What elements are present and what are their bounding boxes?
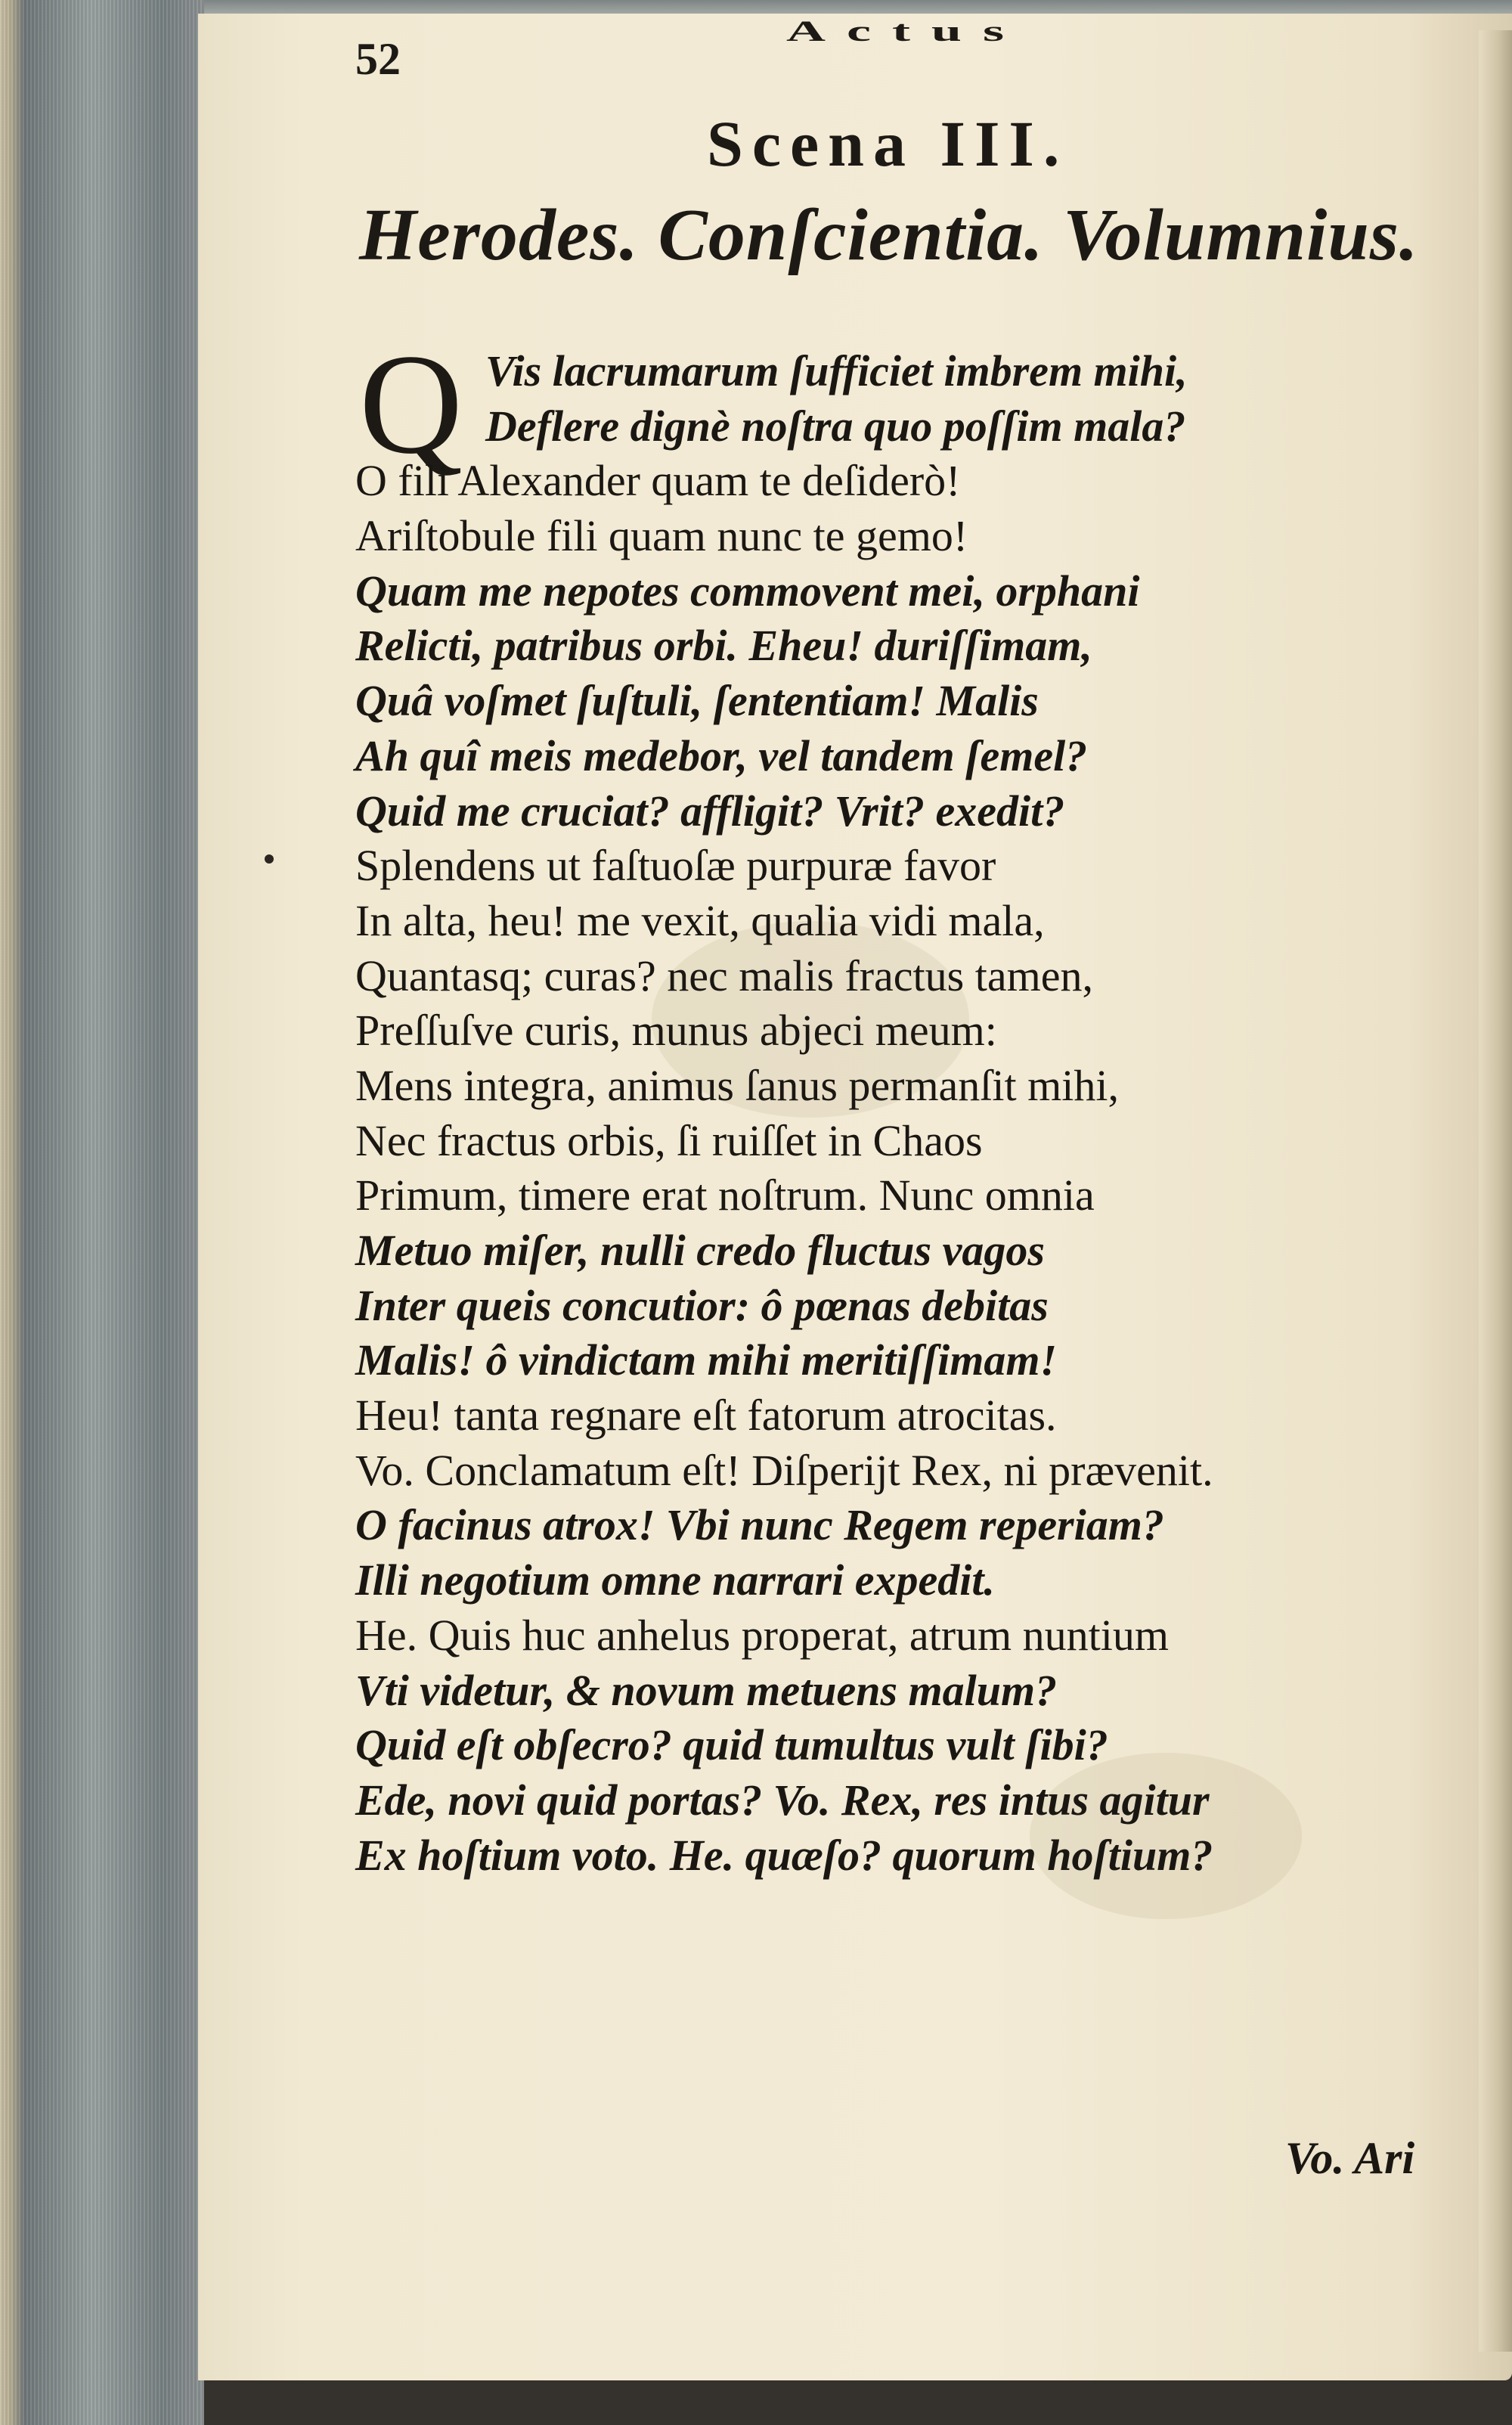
verse-line: Quâ voſmet ſuſtuli, ſententiam! Malis bbox=[355, 676, 1039, 726]
verse-line: Ah quî meis medebor, vel tandem ſemel? bbox=[355, 730, 1088, 780]
verse-line: Illi negotium omne narrari expedit. bbox=[355, 1555, 995, 1605]
verse-line: Ex hoſtium voto. He. quæſo? quorum hoſtium? bbox=[355, 1830, 1213, 1880]
verse-line: Vis lacrumarum ſufficiet imbrem mihi, bbox=[485, 346, 1188, 395]
verse-line: Inter queis concutior: ô pœnas debitas bbox=[355, 1280, 1049, 1330]
verse-text bbox=[355, 344, 1444, 1883]
verse-line: Preſſuſve curis, munus abjeci meum: bbox=[355, 1006, 997, 1056]
catchword: Vo. Ari bbox=[1285, 2133, 1415, 2183]
verse-line: Malis! ô vindictam mihi meritiſſimam! bbox=[355, 1335, 1058, 1385]
page-header bbox=[0, 14, 1512, 84]
verse-line: Metuo miſer, nulli credo fluctus vagos bbox=[355, 1226, 1045, 1275]
character-list: Herodes. Conſcientia. Volumnius. bbox=[359, 194, 1419, 276]
verse-line: Deflere dignè noſtra quo poſſim mala? bbox=[485, 401, 1186, 451]
margin-mark bbox=[265, 854, 274, 864]
verse-line: In alta, heu! me vexit, qualia vidi mala, bbox=[355, 895, 1045, 945]
left-page-stack bbox=[0, 0, 204, 2425]
verse-line: Relicti, patribus orbi. Eheu! duriſſimam, bbox=[355, 621, 1092, 671]
verse-line: O fili Alexander quam te deſiderò! bbox=[355, 456, 961, 506]
verse-line: Ariſtobule fili quam nunc te gemo! bbox=[355, 511, 968, 561]
page-number: 52 bbox=[355, 34, 401, 84]
verse-line: Vti videtur, & novum metuens malum? bbox=[355, 1665, 1058, 1715]
running-head: Actus bbox=[786, 14, 1025, 48]
scene-title: Scena III. bbox=[707, 107, 1069, 180]
verse-line: Splendens ut faſtuoſæ purpuræ favor bbox=[355, 841, 996, 891]
verse-line: Primum, timere erat noſtrum. Nunc omnia bbox=[355, 1171, 1095, 1220]
verse-line: Quid eſt obſecro? quid tumultus vult ſibi? bbox=[355, 1720, 1108, 1770]
verse-line: Vo. Conclamatum eſt! Diſperijt Rex, ni prævenit. bbox=[355, 1445, 1213, 1495]
verse-line: Ede, novi quid portas? Vo. Rex, res intus agitur bbox=[355, 1775, 1210, 1825]
verse-line: O facinus atrox! Vbi nunc Regem reperiam? bbox=[355, 1500, 1164, 1550]
verse-line: Quid me cruciat? affligit? Vrit? exedit? bbox=[355, 786, 1065, 836]
verse-line: Mens integra, animus ſanus permanſit mihi, bbox=[355, 1060, 1119, 1110]
verse-line: Nec fractus orbis, ſi ruiſſet in Chaos bbox=[355, 1115, 983, 1165]
verse-line: Quam me nepotes commovent mei, orphani bbox=[355, 566, 1140, 616]
verse-line: Heu! tanta regnare eſt fatorum atrocitas. bbox=[355, 1391, 1057, 1440]
page-fore-edge bbox=[1479, 30, 1512, 2352]
drop-cap: Q bbox=[359, 325, 463, 484]
verse-line: Quantasq; curas? nec malis fractus tamen, bbox=[355, 950, 1093, 1000]
verse-line: He. Quis huc anhelus properat, atrum nuntium bbox=[355, 1610, 1169, 1660]
